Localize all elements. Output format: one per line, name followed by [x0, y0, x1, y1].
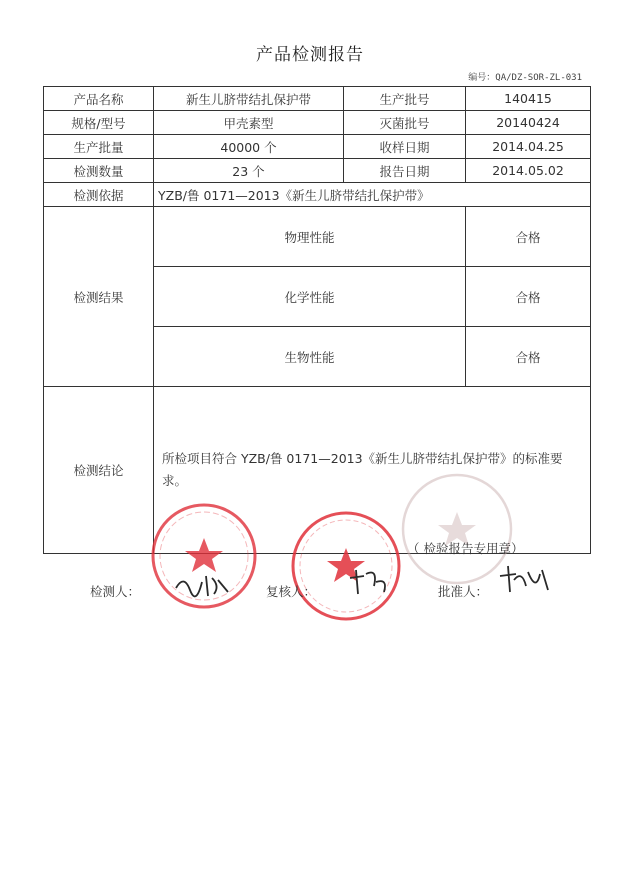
spec-value: 甲壳素型 [154, 111, 344, 135]
tester-label: 检测人： [90, 584, 141, 599]
table-row [44, 135, 591, 159]
document-number: 编号：QA/DZ-SOR-ZL-031 [468, 73, 582, 83]
report-date-value: 2014.05.02 [466, 159, 591, 183]
conclusion-label: 检测结论 [44, 387, 154, 554]
reviewer-signature [344, 564, 394, 598]
spec-label: 规格/型号 [44, 111, 154, 135]
sterile-batch-label: 灭菌批号 [344, 111, 466, 135]
report-date-label: 报告日期 [344, 159, 466, 183]
table-row [44, 111, 591, 135]
table-row [44, 183, 591, 207]
batch-value: 140415 [466, 87, 591, 111]
result-item-name: 物理性能 [154, 207, 466, 267]
table-row [44, 207, 591, 267]
approver-label: 批准人： [438, 584, 489, 599]
report-title: 产品检测报告 [256, 45, 364, 65]
sterile-batch-value: 20140424 [466, 111, 591, 135]
quantity-value: 40000 个 [154, 135, 344, 159]
sampling-date-label: 收样日期 [344, 135, 466, 159]
table-row [44, 87, 591, 111]
stamp-label: （ 检验报告专用章） [407, 541, 524, 556]
conclusion-text: 所检项目符合 YZB/鲁 0171—2013《新生儿脐带结扎保护带》的标准要求。 [154, 387, 591, 554]
result-item-name: 生物性能 [154, 327, 466, 387]
sampling-date-value: 2014.04.25 [466, 135, 591, 159]
result-item-value: 合格 [466, 207, 591, 267]
basis-value: YZB/鲁 0171—2013《新生儿脐带结扎保护带》 [154, 183, 591, 207]
reviewer-label: 复核人： [266, 584, 317, 599]
quantity-label: 生产批量 [44, 135, 154, 159]
product-name-value: 新生儿脐带结扎保护带 [154, 87, 344, 111]
test-quantity-value: 23 个 [154, 159, 344, 183]
basis-label: 检测依据 [44, 183, 154, 207]
product-name-label: 产品名称 [44, 87, 154, 111]
table-row [44, 159, 591, 183]
approver-signature [496, 562, 554, 598]
test-quantity-label: 检测数量 [44, 159, 154, 183]
tester-signature [172, 568, 232, 602]
results-label: 检测结果 [44, 207, 154, 387]
result-item-value: 合格 [466, 327, 591, 387]
batch-label: 生产批号 [344, 87, 466, 111]
result-item-value: 合格 [466, 267, 591, 327]
result-item-name: 化学性能 [154, 267, 466, 327]
